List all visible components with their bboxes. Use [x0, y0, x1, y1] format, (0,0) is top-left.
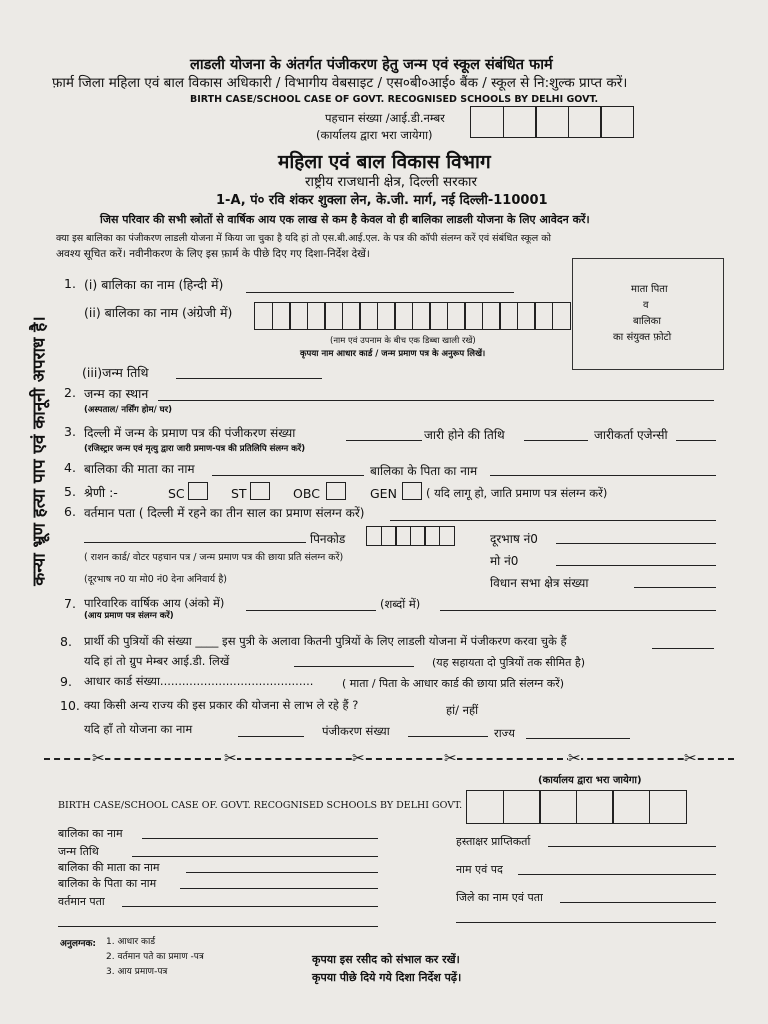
q10-yes-no[interactable]: हां/ नहीं: [446, 703, 479, 717]
photo-label-4: का संयुक्त फ़ोटो: [613, 332, 672, 343]
phone-label: दूरभाष नं0: [490, 532, 538, 546]
annex-3: 3. आय प्रमाण-पत्र: [106, 967, 168, 977]
scheme-reg-input[interactable]: [408, 736, 488, 737]
q8-label: प्रार्थी की पुत्रियों की संख्या ____ इस पुत्री के अलावा कितनी पुत्रियों के लिए लाडली योजना में पंजीकरण करवा चुके हैं: [84, 634, 567, 648]
vertical-warning: कन्या भ्रूण हत्या पाप एवं कानूनी अपराध है।: [29, 316, 50, 586]
group-member-id-input[interactable]: [294, 666, 414, 667]
department-address: 1-A, पं० रवि शंकर शुक्ला लेन, के.जी. मार्ग, नई दिल्ली-110001: [216, 193, 548, 208]
receipt-girl-name-input[interactable]: [142, 838, 378, 839]
sc-checkbox[interactable]: [188, 482, 208, 500]
q2-sub: (अस्पताल/ नर्सिंग होम/ घर): [84, 405, 173, 415]
girl-name-hindi-input[interactable]: [246, 292, 514, 293]
q8-group-id-label: यदि हां तो ग्रुप मेम्बर आई.डी. लिखें: [84, 654, 230, 668]
agency-input[interactable]: [676, 440, 716, 441]
receipt-district-input[interactable]: [560, 902, 716, 903]
receipt-father-label: बालिका के पिता का नाम: [58, 877, 157, 890]
q4-father-label: बालिका के पिता का नाम: [370, 464, 478, 478]
sc-label: SC: [168, 486, 185, 501]
q6-number: 6.: [64, 504, 76, 519]
scissors-icon: ✂: [92, 749, 105, 767]
previous-registrations-input[interactable]: [652, 648, 714, 649]
st-checkbox[interactable]: [250, 482, 270, 500]
income-words-input[interactable]: [440, 610, 716, 611]
intro-line-1: जिस परिवार की सभी स्त्रोतों से वार्षिक आय एक लाख से कम है केवल वो ही बालिका लाडली योजना के लिए आवेदन करें।: [100, 213, 590, 226]
address-line-1-input[interactable]: [390, 520, 716, 521]
receipt-father-input[interactable]: [180, 888, 378, 889]
receipt-name-post-label: नाम एवं पद: [456, 863, 503, 876]
receipt-dob-label: जन्म तिथि: [58, 845, 99, 858]
keep-receipt-note: कृपया इस रसीद को संभाल कर रखें।: [312, 953, 460, 966]
q9-number: 9.: [60, 674, 72, 689]
id-note: (कार्यालय द्वारा भरा जायेगा): [316, 128, 433, 142]
q3-number: 3.: [64, 424, 76, 439]
q2-label: जन्म का स्थान: [84, 386, 149, 401]
receipt-address-input-2[interactable]: [58, 926, 378, 927]
mobile-input[interactable]: [556, 565, 716, 566]
q1ii-label: (ii) बालिका का नाम (अंग्रेजी में): [84, 305, 233, 320]
scissors-icon: ✂: [352, 749, 365, 767]
department-govt: राष्ट्रीय राजधानी क्षेत्र, दिल्ली सरकार: [305, 174, 478, 190]
receipt-dob-input[interactable]: [132, 856, 378, 857]
father-name-input[interactable]: [490, 475, 716, 476]
q3-sub: (रजिस्ट्रार जन्म एवं मृत्यु द्वारा जारी प्रमाण-पत्र की प्रतिलिपि संलग्न करें): [84, 444, 306, 454]
mother-name-input[interactable]: [212, 475, 364, 476]
girl-name-english-boxes[interactable]: [254, 302, 569, 330]
id-number-boxes[interactable]: [470, 106, 633, 138]
receipt-name-post-input[interactable]: [518, 874, 716, 875]
photo-label-2: व: [643, 300, 649, 311]
gen-checkbox[interactable]: [402, 482, 422, 500]
phone-input[interactable]: [556, 543, 716, 544]
q10-scheme-label: यदि हाँ तो योजना का नाम: [84, 722, 193, 736]
q6-label: वर्तमान पता ( दिल्ली में रहने का तीन साल का प्रमाण संलग्न करें): [84, 506, 365, 520]
photo-label-3: बालिका: [633, 316, 661, 327]
q1i-label: (i) बालिका का नाम (हिन्दी में): [84, 277, 224, 292]
q6-sub-1: ( राशन कार्ड/ वोटर पहचान पत्र / जन्म प्रमाण पत्र की छाया प्रति संलग्न करें): [84, 552, 344, 563]
receipt-id-boxes[interactable]: [466, 790, 685, 824]
q9-note: ( माता / पिता के आधार कार्ड की छाया प्रति संलग्न करें): [342, 677, 564, 690]
issue-date-input[interactable]: [524, 440, 588, 441]
form-title: लाडली योजना के अंतर्गत पंजीकरण हेतु जन्म एवं स्कूल संबंधित फार्म: [190, 57, 553, 73]
address-line-2-input[interactable]: [84, 542, 306, 543]
annex-2: 2. वर्तमान पते का प्रमाण -पत्र: [106, 952, 204, 962]
intro-line-2: क्या इस बालिका का पंजीकरण लाडली योजना में किया जा चुका है यदि हां तो एस.बी.आई.एल. के पत्र की कॉपी संलग्न करें एवं संबंधित स्कूल को: [56, 233, 551, 244]
receipt-office-note: (कार्यालय द्वारा भरा जायेगा): [538, 775, 642, 786]
joint-photo-box[interactable]: [572, 258, 724, 370]
annex-label: अनुलग्नक:: [60, 939, 97, 949]
cut-line: [44, 758, 734, 760]
scissors-icon: ✂: [444, 749, 457, 767]
state-input[interactable]: [526, 738, 630, 739]
receipt-address-input-1[interactable]: [122, 906, 378, 907]
intro-line-3: अवश्य सूचित करें। नवीनीकरण के लिए इस फ़ार्म के पीछे दिए गए दिशा-निर्देश देखें।: [56, 248, 370, 260]
form-subtitle: फ़ार्म जिला महिला एवं बाल विकास अधिकारी / विभागीय वेबसाइट / एस०बी०आई० बैंक / स्कूल से नि:शुल्क प्राप्त करें।: [52, 75, 628, 91]
q5-number: 5.: [64, 484, 76, 499]
dob-input[interactable]: [176, 378, 322, 379]
q10-reg-label: पंजीकरण संख्या: [322, 724, 390, 738]
scissors-icon: ✂: [684, 749, 697, 767]
receipt-girl-name-label: बालिका का नाम: [58, 827, 123, 840]
q8-note: (यह सहायता दो पुत्रियों तक सीमित है): [432, 656, 586, 669]
q10-number: 10.: [60, 698, 80, 713]
q10-state-label: राज्य: [494, 726, 515, 740]
birth-place-input[interactable]: [158, 400, 714, 401]
obc-checkbox[interactable]: [326, 482, 346, 500]
case-line: BIRTH CASE/SCHOOL CASE OF GOVT. RECOGNISED SCHOOLS BY DELHI GOVT.: [190, 94, 599, 105]
q5-note: ( यदि लागू हो, जाति प्रमाण पत्र संलग्न करें): [426, 486, 608, 500]
q9-label[interactable]: आधार कार्ड संख्या..........................................: [84, 674, 314, 688]
q1iii-label: (iii)जन्म तिथि: [82, 365, 149, 380]
pincode-boxes[interactable]: [366, 526, 453, 546]
pincode-label: पिनकोड: [310, 532, 346, 546]
q7-label: पारिवारिक वार्षिक आय (अंको में): [84, 596, 225, 610]
receipt-case-line: BIRTH CASE/SCHOOL CASE OF. GOVT. RECOGNISED SCHOOLS BY DELHI GOVT.: [58, 800, 463, 811]
scissors-icon: ✂: [224, 749, 237, 767]
scissors-icon: ✂: [568, 749, 581, 767]
birth-cert-number-input[interactable]: [346, 440, 422, 441]
receipt-address-label: वर्तमान पता: [58, 895, 105, 908]
q2-number: 2.: [64, 385, 76, 400]
q5-label: श्रेणी :-: [84, 485, 118, 500]
annex-1: 1. आधार कार्ड: [106, 937, 156, 947]
guidelines-note: कृपया पीछे दिये गये दिशा निर्देश पढ़ें।: [312, 971, 462, 984]
q7-sub: (आय प्रमाण पत्र संलग्न करें): [84, 611, 174, 621]
q4-mother-label: बालिका की माता का नाम: [84, 462, 195, 476]
photo-label-1: माता पिता: [631, 284, 668, 295]
q10-label: क्या किसी अन्य राज्य की इस प्रकार की योजना से लाभ ले रहे हैं ?: [84, 698, 359, 712]
q6-sub-2: (दूरभाष न0 या मो0 नं0 देना अनिवार्य है): [84, 574, 227, 585]
assembly-input[interactable]: [634, 587, 716, 588]
receipt-mother-input[interactable]: [186, 872, 378, 873]
gen-label: GEN: [370, 486, 397, 501]
q1-note-2: कृपया नाम आधार कार्ड / जन्म प्रमाण पत्र के अनुरूप लिखें।: [300, 349, 486, 359]
id-label: पहचान संख्या /आई.डी.नम्बर: [325, 111, 445, 125]
receipt-district-label: जिले का नाम एवं पता: [456, 891, 543, 904]
obc-label: OBC: [293, 486, 320, 501]
q1-number: 1.: [64, 276, 76, 291]
q1-note-1: (नाम एवं उपनाम के बीच एक डिब्बा खाली रखें): [330, 336, 476, 346]
assembly-label: विधान सभा क्षेत्र संख्या: [490, 576, 589, 590]
receipt-mother-label: बालिका की माता का नाम: [58, 861, 160, 874]
department-name: महिला एवं बाल विकास विभाग: [278, 151, 491, 173]
mobile-label: मो नं0: [490, 554, 519, 568]
q3-agency-label: जारीकर्ता एजेन्सी: [594, 428, 668, 442]
q4-number: 4.: [64, 460, 76, 475]
q3-label: दिल्ली में जन्म के प्रमाण पत्र की पंजीकरण संख्या: [84, 426, 296, 440]
scheme-name-input[interactable]: [238, 736, 304, 737]
receipt-signature-input[interactable]: [548, 846, 716, 847]
receipt-district-input-2[interactable]: [456, 922, 716, 923]
q8-number: 8.: [60, 634, 72, 649]
q7-number: 7.: [64, 596, 76, 611]
st-label: ST: [231, 486, 247, 501]
income-numbers-input[interactable]: [246, 610, 376, 611]
q3-issue-date-label: जारी होने की तिथि: [424, 428, 505, 442]
receipt-signature-label: हस्ताक्षर प्राप्तिकर्ता: [456, 835, 531, 848]
q7-words-label: (शब्दों में): [380, 597, 421, 611]
